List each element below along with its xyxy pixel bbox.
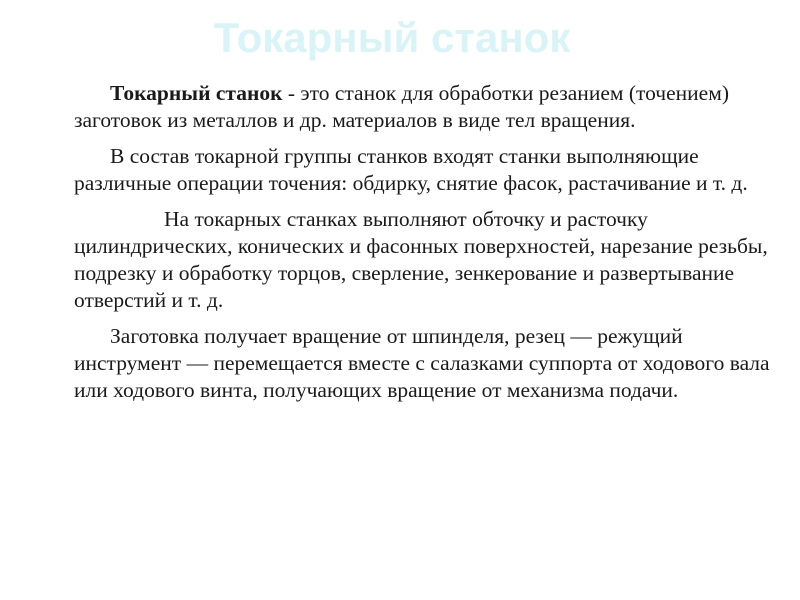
slide-body xyxy=(74,80,774,413)
definition-term: Токарный станок xyxy=(110,81,283,105)
slide-title: Токарный станок xyxy=(213,14,571,61)
paragraph-definition xyxy=(74,80,774,134)
definition-text: - это станок для обработки резанием (точением) заготовок из металлов и др. материалов в виде тел вращения. xyxy=(74,81,729,132)
paragraph-mechanism: Заготовка получает вращение от шпинделя, резец — режущий инструмент — перемещается вместе с салазками суппорта от ходового вала или ходового винта, получающих вращение от механизма подачи. xyxy=(74,324,770,402)
paragraph-composition: В состав токарной группы станков входят станки выполняющие различные операции точения: обдирку, снятие фасок, растачивание и т. д. xyxy=(74,144,748,195)
paragraph-operations: На токарных станках выполняют обточку и расточку цилиндрических, конических и фасонных поверхностей, нарезание резьбы, подрезку и обработку торцов, сверление, зенкерование и развертывание отверстий и т. д. xyxy=(74,207,768,312)
